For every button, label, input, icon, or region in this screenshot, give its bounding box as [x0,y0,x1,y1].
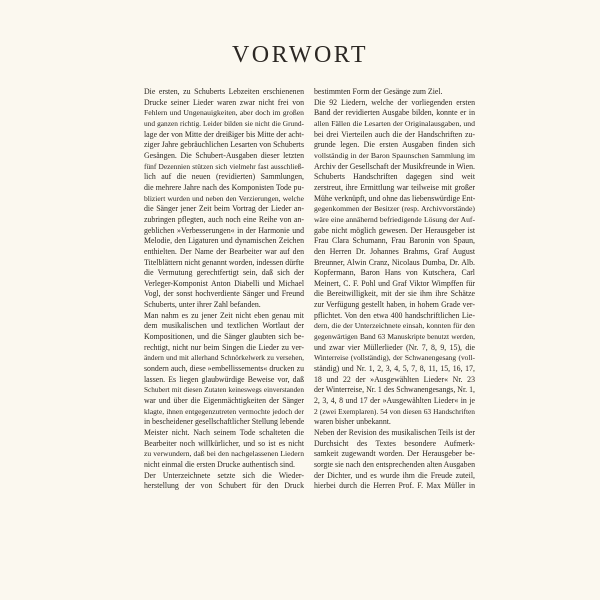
text-line: wäre eine annähernd befriedigende Lösung der Auf- [314,214,475,224]
page-title: VORWORT [231,42,369,68]
text-line: Gesängen. Die Schubert-Ausgaben dieser letzten [144,150,304,160]
text-line: die Bereitwilligkeit, mit der sie ihm ihre Schätze [314,289,475,299]
text-line: Titelblättern nicht genannt worden, indessen dürfte [144,257,304,267]
text-line: enthielten. Der Name der Bearbeiter war auf den [144,246,304,256]
text-line: geblichen »Verbesserungen« in der Harmonie und [144,225,304,235]
text-line: der Dichter, und es wurde ihm die Freude zuteil, [314,470,475,480]
text-line: gegenkommen der Besitzer (resp. Archivvorstände) [314,204,475,214]
text-line: Bearbeiter noch willkürlicher, und so ist es nicht [144,438,304,448]
text-line: grunde legen. Die ersten Ausgaben finden sich [314,140,475,150]
text-line: bei drei Vierteilen auch die der Handschriften zu- [314,129,475,139]
text-line: die mehrere Jahre nach des Komponisten Tode pu- [144,182,304,192]
text-line: Kompositionen, und die Sänger glaubten sich be- [144,332,304,342]
text-line: Man nahm es zu jener Zeit nicht eben genau mit [144,310,304,320]
text-line: 18 und 22 der »Ausgewählten Lieder« Nr. 23 [314,374,475,384]
text-line: Neben der Revision des musikalischen Teils ist der [314,428,475,437]
text-line: 2, 3, 4, 8 und 17 der »Ausgewählten Lieder« in je [314,396,475,406]
text-line: pflichtet. Von den etwa 400 handschriftlichen Lie- [314,310,475,320]
text-line: Verleger-Komponist Anton Diabelli und Michael [144,278,304,288]
text-line: Meinert, C. F. Pohl und Graf Viktor Wimpffen für [314,278,475,288]
text-line: Archiv der Gesellschaft der Musikfreunde in Wien. [314,161,475,171]
text-line: und ganzen richtig. Leider bilden sie nicht die Grund- [144,118,304,128]
text-line: lage der von Mitte der dreißiger bis Mitte der acht- [144,129,304,139]
text-line: Fehlern und Ungenauigkeiten, aber doch im großen [144,108,304,118]
text-line: herstellung der von Schubert für den Druck [144,481,304,491]
right-text-column [314,87,475,492]
text-line: den Herren Dr. Johannes Brahms, Graf August [314,246,475,256]
left-text-column [144,87,304,492]
text-line: gegenwärtigen Band 63 Manuskripte benutzt werden, [314,332,475,342]
text-line: Meister nicht. Nach seinem Tode schalteten die [144,428,304,437]
text-line: sorgte sie nach den entsprechenden alten Ausgaben [314,459,475,469]
text-line: zur Verfügung gestellt haben, in hohem Grade ver- [314,300,475,310]
text-line: ständig) und Nr. 1, 2, 3, 4, 5, 7, 8, 11, 15, 16, 17, [314,364,475,374]
text-line: in bescheidener gesellschaftlicher Stellung lebende [144,417,304,427]
text-line: 2 (zwei Exemplaren). 54 von diesen 63 Handschriften [314,406,475,416]
text-line: gabe nicht möglich gewesen. Der Herausgeber ist [314,225,475,235]
text-line: Winterreise (vollständig), der Schwanengesang (voll- [314,353,475,363]
text-line: lich auf die neuen (revidierten) Sammlungen, [144,172,304,182]
text-line: war und über die Eigenmächtigkeiten der Sänger [144,396,304,406]
text-line: Durchsicht des Textes besondere Aufmerk- [314,438,475,448]
text-line: hierbei durch die Herren Prof. F. Max Müller in [314,481,475,491]
text-line: zubringen pflegten, auch noch eine Reihe von an- [144,214,304,224]
text-line: waren bisher unbekannt. [314,417,391,427]
text-line: klagte, ihnen entgegenzutreten vermochte jedoch der [144,406,304,416]
text-line: vollständig in der Baron Spaunschen Sammlung im [314,150,475,160]
text-line: Der Unterzeichnete setzte sich die Wieder- [144,470,304,480]
text-line: und zwar vier Müllerlieder (Nr. 7, 8, 9, 15), die [314,342,475,352]
text-line: Frau Clara Schumann, Frau Baronin von Spaun, [314,236,475,246]
text-line: Kopfermann, Baron Hans von Kutschera, Carl [314,268,475,278]
text-line: fünf Dezennien stützen sich vielmehr fast ausschließ- [144,161,304,171]
text-line: Vogl, der sonst hochverdiente Sänger und Freund [144,289,304,299]
text-line: samkeit zugewandt worden. Der Herausgeber be- [314,449,475,459]
text-line: bestimmten Form der Gesänge zum Ziel. [314,87,443,96]
text-line: zerstreut, ihre Ermittlung war teilweise mit großer [314,182,475,192]
text-line: der Winterreise, Nr. 1 des Schwanengesangs, Nr. 1, [314,385,475,395]
text-line: Melodie, den Ligaturen und dynamischen Zeichen [144,236,304,246]
text-line: die Sänger jener Zeit beim Vortrag der Lieder an- [144,204,304,214]
text-line: Die ersten, zu Schuberts Lebzeiten erschienenen [144,87,304,96]
text-line: dern, die der Unterzeichnete einsah, konnten für den [314,321,475,331]
text-line: Schubert mit diesen Zutaten keineswegs einverstanden [144,386,304,395]
text-line: rechtigt, nicht nur beim Singen die Lieder zu ver- [144,342,304,352]
text-line: lassen. Es liegen glaubwürdige Beweise vor, daß [144,374,304,384]
text-line: die Vermutung gerechtfertigt sein, daß sich der [144,268,304,278]
text-line: Die 92 Liedern, welche der vorliegenden ersten [314,97,475,107]
text-line: dem musikalischen und textlichen Wortlaut der [144,321,304,331]
text-line: allen Fällen die Lesarten der Originalausgaben, und [314,118,475,128]
text-line: sondern auch, diese »embellissements« drucken zu [144,364,304,374]
text-line: Schuberts Handschriften dagegen sind weit [314,172,475,182]
text-line: Band der revidierten Ausgabe bilden, konnte er in [314,108,475,118]
text-line: Breunner, Alwin Cranz, Nicolaus Dumba, Dr. Alb. [314,257,475,267]
text-line: nicht einmal die ersten Drucke authentisch sind. [144,459,295,469]
text-line: Schuberts, unter ihrer Zahl befanden. [144,300,261,310]
text-line: Drucke seiner Lieder waren zwar nicht frei von [144,97,304,107]
text-line: zu verwundern, daß bei den nachgelassenen Liedern [144,449,304,459]
text-line: ziger Jahre gebräuchlichen Lesarten von Schuberts [144,140,304,150]
text-line: Mühe verknüpft, und ohne das liebenswürdige Ent- [314,193,475,203]
text-line: bliziert wurden und neben den Verzierungen, welche [144,193,304,203]
text-line: ändern und mit allerhand Schnörkelwerk zu versehen, [144,353,304,363]
